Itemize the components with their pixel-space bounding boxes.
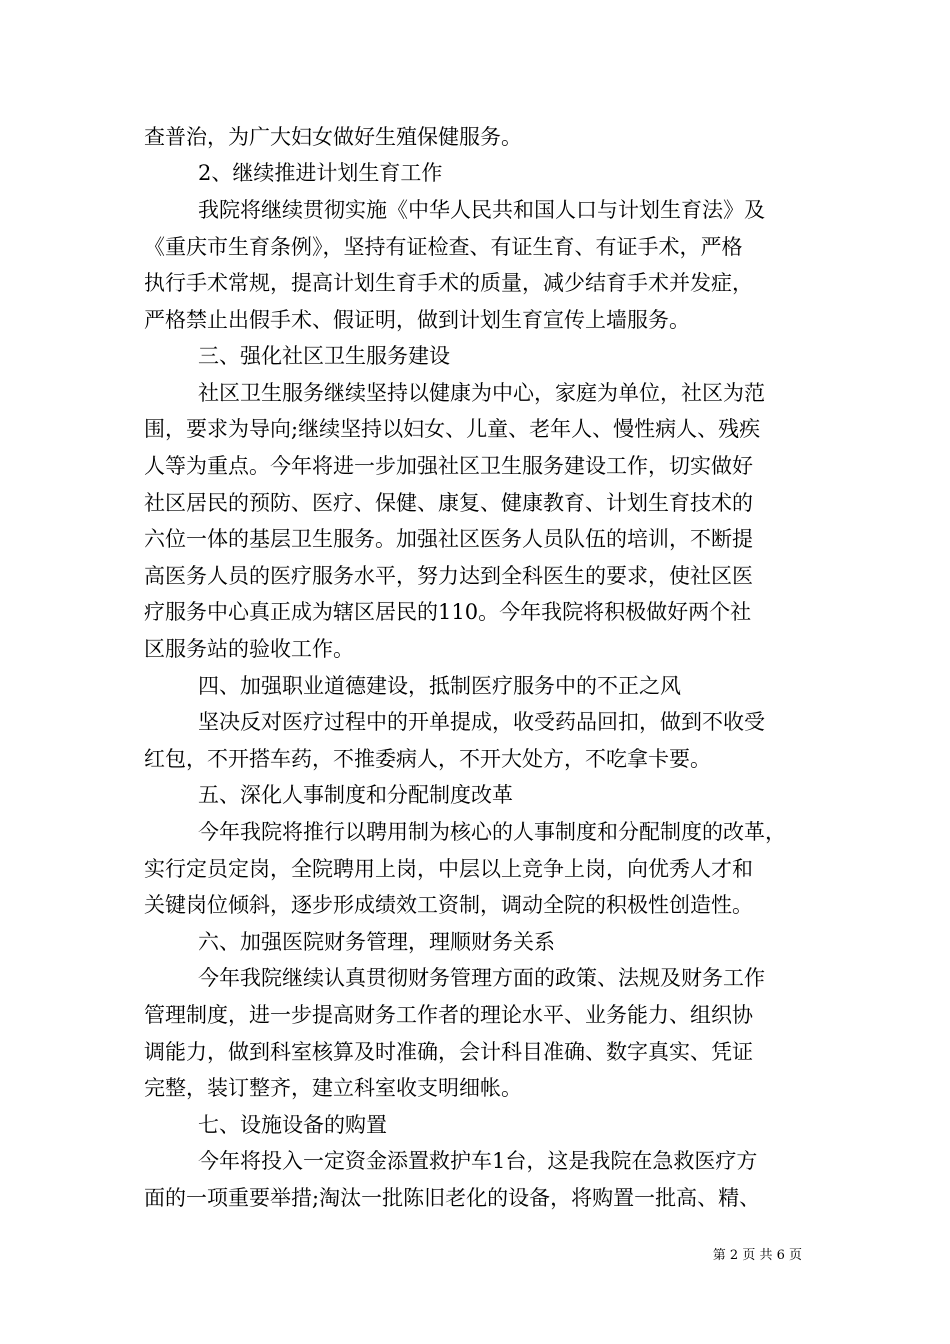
page-number-footer: 第 2 页 共 6 页 (712, 1248, 802, 1263)
section-heading: 2、继续推进计划生育工作 (198, 161, 443, 185)
text-line: 六位一体的基层卫生服务。加强社区医务人员队伍的培训，不断提 (144, 527, 753, 551)
paragraph-first-line: 今年将投入一定资金添置救护车1台，这是我院在急救医疗方 (198, 1149, 758, 1173)
paragraph-first-line: 今年我院将推行以聘用制为核心的人事制度和分配制度的改革， (198, 820, 786, 844)
paragraph-first-line: 社区卫生服务继续坚持以健康为中心，家庭为单位，社区为范 (198, 381, 765, 405)
text-line: 调能力，做到科室核算及时准确，会计科目准确、数字真实、凭证 (144, 1040, 753, 1064)
paragraph-first-line: 今年我院继续认真贯彻财务管理方面的政策、法规及财务工作 (198, 966, 765, 990)
text-line: 高医务人员的医疗服务水平，努力达到全科医生的要求，使社区医 (144, 564, 753, 588)
text-line: 面的一项重要举措;淘汰一批陈旧老化的设备，将购置一批高、精、 (144, 1186, 761, 1210)
section-heading: 三、强化社区卫生服务建设 (198, 344, 450, 368)
text-line: 执行手术常规，提高计划生育手术的质量，减少结育手术并发症， (144, 271, 753, 295)
section-heading: 五、深化人事制度和分配制度改革 (198, 783, 513, 807)
text-line: 红包，不开搭车药，不推委病人，不开大处方，不吃拿卡要。 (144, 747, 711, 771)
section-heading: 六、加强医院财务管理，理顺财务关系 (198, 930, 555, 954)
text-line: 关键岗位倾斜，逐步形成绩效工资制，调动全院的积极性创造性。 (144, 893, 753, 917)
section-heading: 四、加强职业道德建设，抵制医疗服务中的不正之风 (198, 674, 681, 698)
text-line: 围，要求为导向;继续坚持以妇女、儿童、老年人、慢性病人、残疾 (144, 417, 761, 441)
text-line: 区服务站的验收工作。 (144, 637, 354, 661)
text-line: 管理制度，进一步提高财务工作者的理论水平、业务能力、组织协 (144, 1003, 753, 1027)
text-line: 完整，装订整齐，建立科室收支明细帐。 (144, 1076, 522, 1100)
text-line: 查普治，为广大妇女做好生殖保健服务。 (144, 125, 522, 149)
paragraph-first-line: 我院将继续贯彻实施《中华人民共和国人口与计划生育法》及 (198, 198, 765, 222)
text-line: 《重庆市生育条例》，坚持有证检查、有证生育、有证手术，严格 (144, 235, 743, 259)
text-line: 实行定员定岗，全院聘用上岗，中层以上竞争上岗，向优秀人才和 (144, 857, 753, 881)
text-line: 社区居民的预防、医疗、保健、康复、健康教育、计划生育技术的 (144, 491, 753, 515)
paragraph-first-line: 坚决反对医疗过程中的开单提成，收受药品回扣，做到不收受 (198, 710, 765, 734)
text-line: 严格禁止出假手术、假证明，做到计划生育宣传上墙服务。 (144, 308, 690, 332)
text-line: 疗服务中心真正成为辖区居民的110。今年我院将积极做好两个社 (144, 600, 752, 624)
section-heading: 七、设施设备的购置 (198, 1113, 387, 1137)
text-line: 人等为重点。今年将进一步加强社区卫生服务建设工作，切实做好 (144, 454, 753, 478)
